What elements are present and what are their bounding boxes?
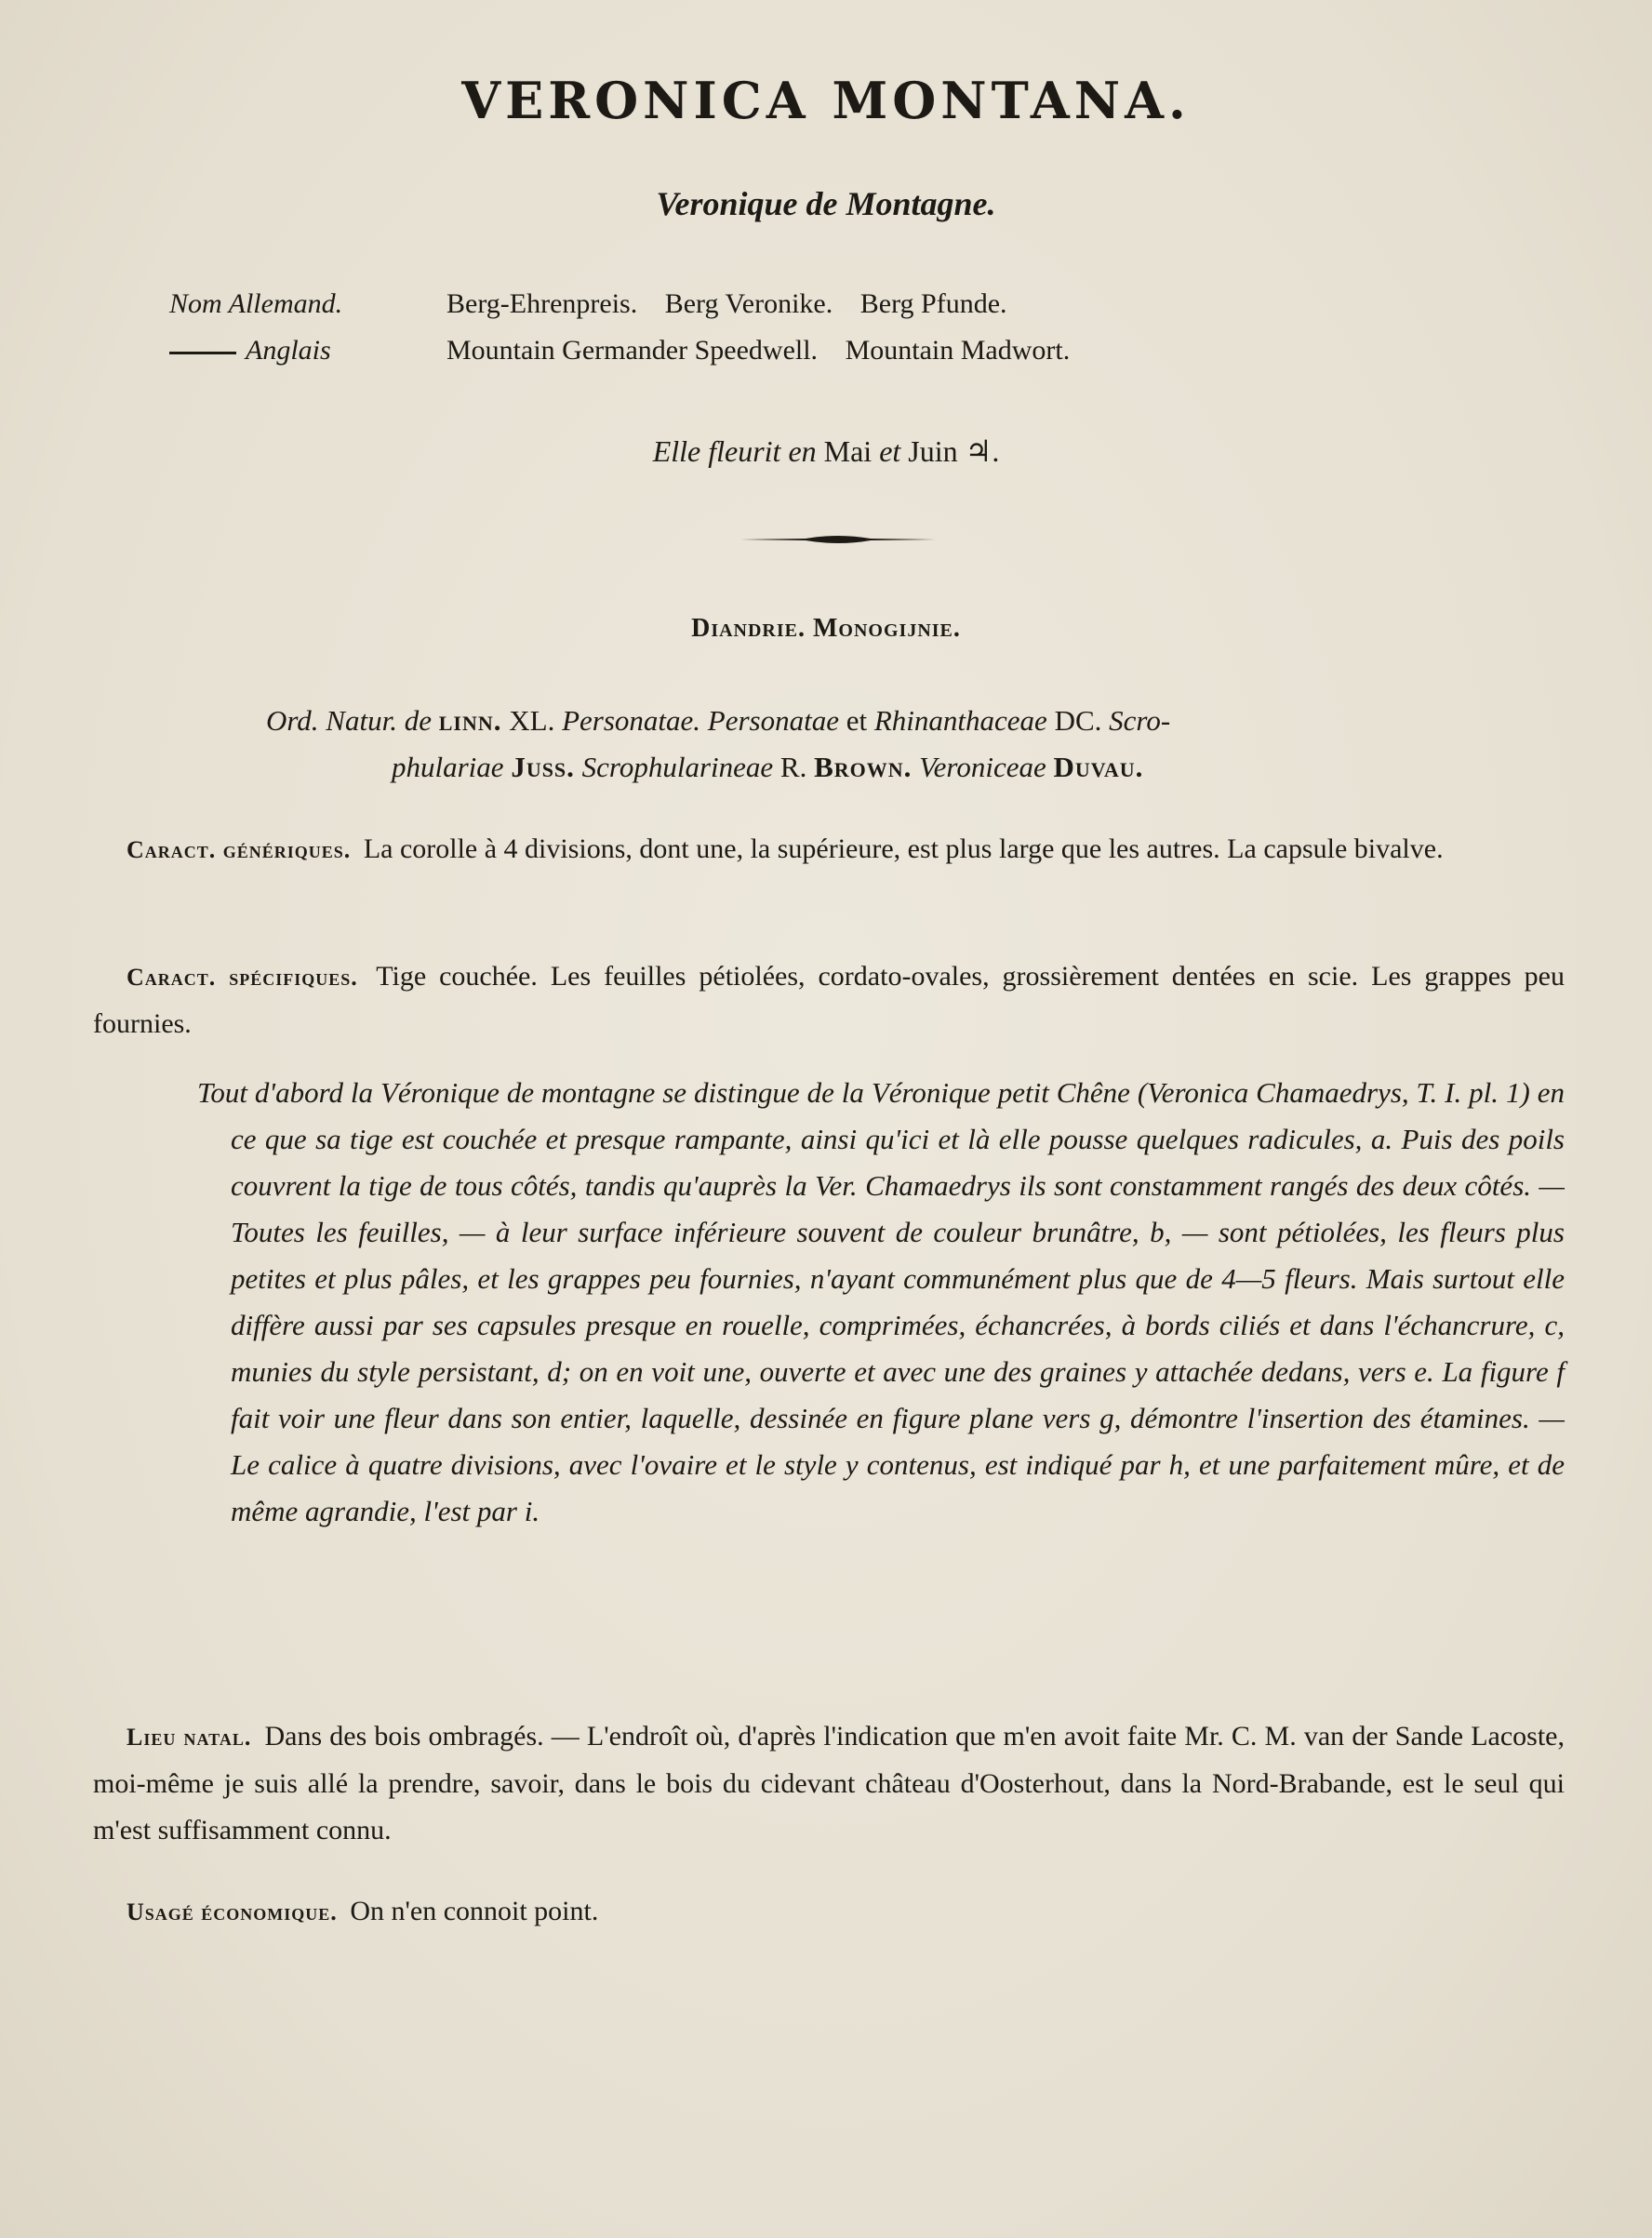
native-habitat <box>93 1713 1565 1854</box>
order-part: Personatae <box>707 704 839 737</box>
english-label: Anglais <box>246 335 331 366</box>
author-brown: Brown. <box>814 751 913 783</box>
author-linn: linn. <box>438 704 502 737</box>
section-text: Tige couchée. Les feuilles pétiolées, cordato-ovales, grossièrement dentées en scie. Les grappes peu fournies. <box>93 961 1565 1039</box>
flowering-line <box>0 433 1652 469</box>
german-name: Berg Pfunde. <box>859 288 1007 319</box>
linnean-class: Diandrie. Monogijnie. <box>691 614 961 643</box>
order-part: Rhinanthaceae <box>873 704 1047 737</box>
author-juss: Juss. <box>511 751 575 783</box>
section-label: Caract. génériques. <box>127 836 352 863</box>
order-space <box>700 704 708 737</box>
section-text: Dans des bois ombragés. — L'endroît où, d'après l'indication que m'en avoit faite Mr. C. M. van der Sande Lacoste, moi-même je suis allé la prendre, savoir, dans le bois du cidevant château d'Oosterhout, dans la Nord-Brabande, est le seul qui m'est suffisamment connu. <box>93 1721 1565 1845</box>
german-name: Berg-Ehrenpreis. <box>446 288 638 319</box>
order-space <box>912 751 919 783</box>
section-label: Usagé économique. <box>127 1898 338 1925</box>
order-part: DC. <box>1046 704 1110 737</box>
english-name: Mountain Germander Speedwell. <box>446 335 819 366</box>
order-part: Ord. Natur. de <box>266 704 439 737</box>
ditto-dash <box>169 352 236 354</box>
ornamental-rule <box>740 533 936 546</box>
order-part: Scro- <box>1109 704 1171 737</box>
specific-characters <box>93 953 1565 1047</box>
perennial-symbol: ♃. <box>965 434 1000 468</box>
flowering-month: Mai <box>823 434 873 468</box>
order-part: Personatae. <box>562 704 701 737</box>
order-line-2 <box>266 744 1503 791</box>
section-label: Caract. spécifiques. <box>127 964 358 991</box>
page-title: VERONICA MONTANA. <box>461 71 1191 130</box>
flowering-month: Juin <box>908 434 958 468</box>
order-part: Scrophularineae <box>581 751 774 783</box>
order-part: XL. <box>501 704 563 737</box>
german-name: Berg Veronike. <box>664 288 833 319</box>
description-text: Tout d'abord la Véronique de montagne se distingue de la Véronique petit Chêne (Veronica Chamaedrys, T. I. pl. 1) en ce que sa tige est couchée et presque rampante, ainsi qu'ici et là elle pousse quelques radicules, a. Puis des poils couvrent la tige de tous côtés, tandis qu'auprès la Ver. Chamaedrys ils sont constamment rangés des deux côtés. — Toutes les feuilles, — à leur surface inférieure souvent de couleur brunâtre, b, — sont pétiolées, les fleurs plus petites et plus pâles, et les grappes peu fournies, n'ayant communément plus que de 4—5 fleurs. Mais surtout elle diffère aussi par ses capsules presque en rouelle, comprimées, échancrées, à bords ciliés et dans l'échancrure, c, munies du style persistant, d; on en voit une, ouverte et avec une des graines y attachée dedans, vers e. La figure f fait voir une fleur dans son entier, laquelle, dessinée en figure plane vers g, démontre l'insertion des étamines. — Le calice à quatre divisions, avec l'ovaire et le style y contenus, est indiqué par h, et une parfaitement mûre, et de même agrandie, l'est par i. <box>197 1076 1565 1527</box>
german-values <box>446 288 1028 320</box>
english-label-wrap <box>169 335 420 366</box>
german-label: Nom Allemand. <box>169 288 343 319</box>
flowering-text: Elle fleurit <box>652 434 781 468</box>
description-paragraph <box>197 1070 1565 1535</box>
english-values <box>446 335 1090 366</box>
order-part: Veroniceae <box>919 751 1046 783</box>
economic-use <box>93 1888 1565 1936</box>
order-space <box>1046 751 1054 783</box>
order-line-1 <box>266 698 1503 744</box>
section-label: Lieu natal. <box>127 1724 252 1751</box>
section-text: On n'en connoit point. <box>350 1896 599 1926</box>
subtitle: Veronique de Montagne. <box>656 185 996 222</box>
flowering-text: en <box>788 434 817 468</box>
author-duvau: Duvau. <box>1053 751 1144 783</box>
section-text: La corolle à 4 divisions, dont une, la supérieure, est plus large que les autres. La capsule bivalve. <box>363 833 1444 864</box>
order-part: R. <box>773 751 815 783</box>
natural-order <box>266 698 1503 791</box>
order-part: phulariae <box>392 751 504 783</box>
order-space <box>575 751 582 783</box>
flowering-text: et <box>879 434 901 468</box>
order-part: et <box>838 704 874 737</box>
generic-characters <box>93 826 1565 873</box>
english-name: Mountain Madwort. <box>845 335 1071 366</box>
